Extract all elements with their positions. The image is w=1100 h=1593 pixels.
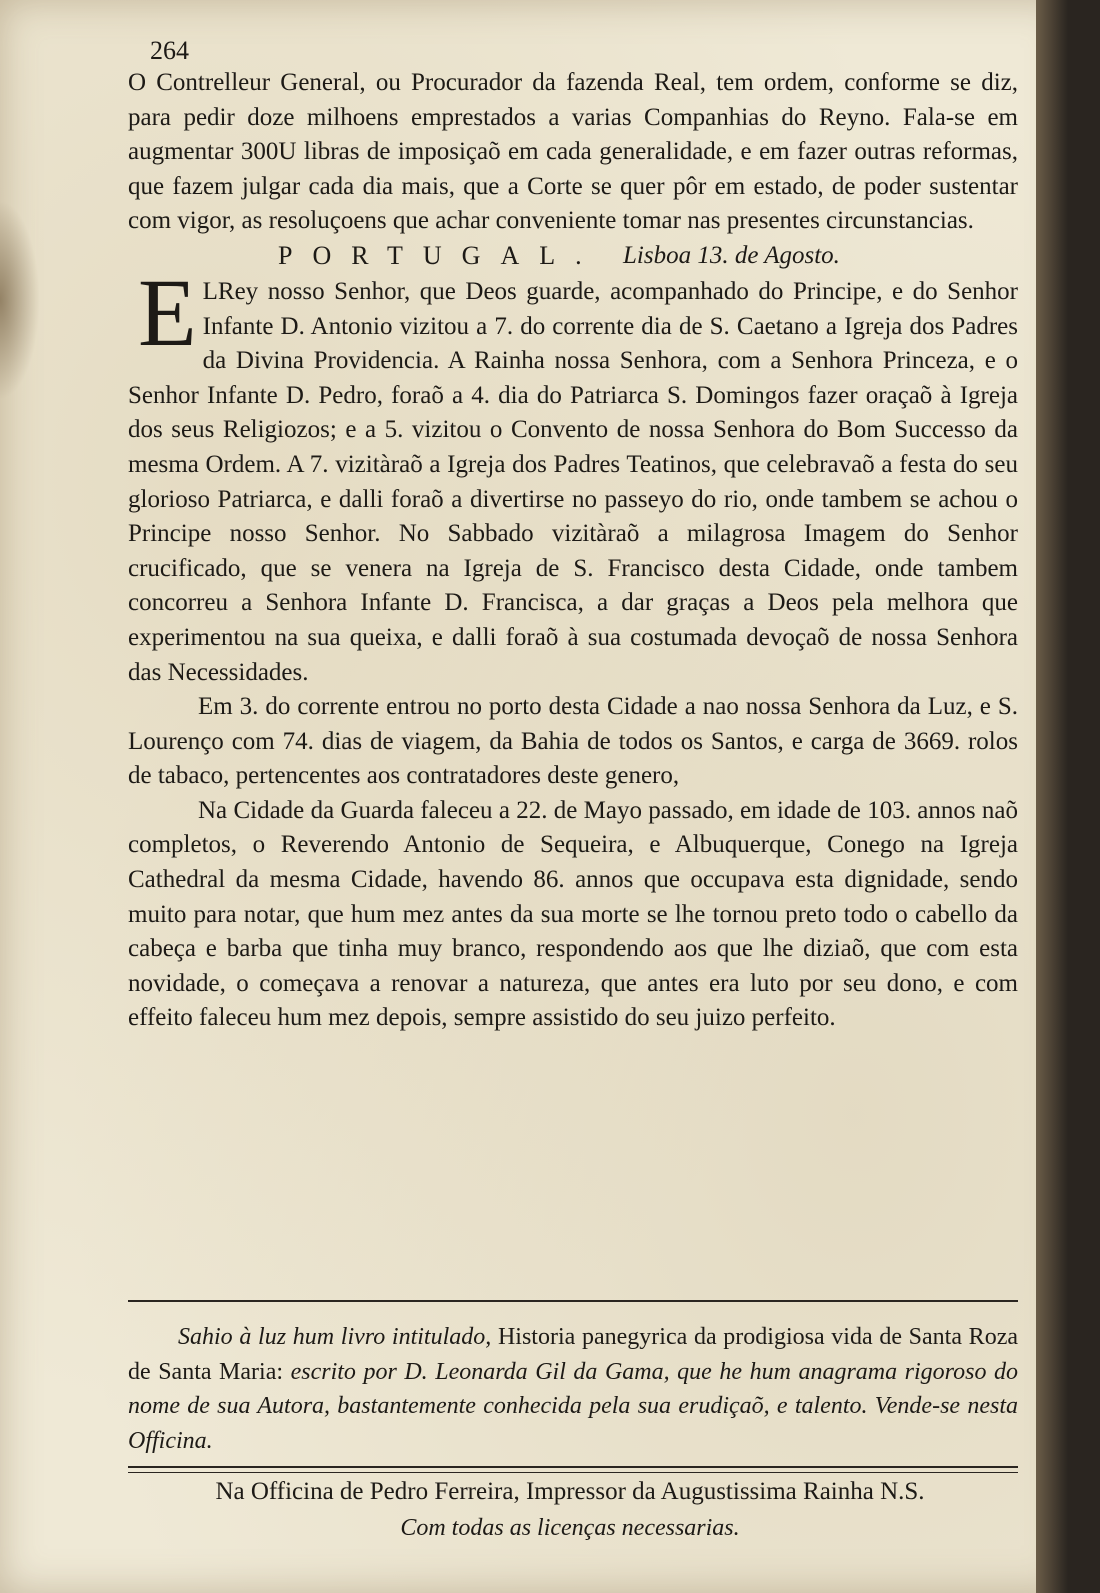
book-title: Historia panegyrica da prodigiosa vida de Santa Roza de Santa Maria: [128, 1324, 1018, 1385]
printer-imprint: Na Officina de Pedro Ferreira, Impressor da Augustissima Rainha N.S. [215, 1478, 925, 1505]
dateline: Lisboa 13. de Agosto. [623, 241, 840, 269]
drop-cap: E [138, 258, 197, 366]
notice-details: escrito por D. Leonarda Gil da Gama, que he hum anagrama rigoroso do nome de sua Autora, bastantemente conhecida pela sua erudiçaõ, e talento. Vende-se nesta Officina. [128, 1358, 1018, 1454]
torn-margin [0, 200, 40, 400]
ship-arrival-paragraph: Em 3. do corrente entrou no porto desta Cidade a nao nossa Senhora da Luz, e S. Lourenço com 74. dias de viagem, da Bahia de todos os Santos, e carga de 3669. rolos de tabaco, pertencentes aos contratadores deste genero, [128, 693, 1018, 790]
article-body [128, 66, 1018, 1036]
royal-news-paragraph [128, 258, 1018, 690]
intro-paragraph: O Contrelleur General, ou Procurador da fazenda Real, tem ordem, conforme se diz, para pedir doze milhoens emprestados a varias Companhias do Reyno. Fala-se em augmentar 300U libras de imposiçaõ em cada generalidade, e em fazer outras reformas, que fazem julgar cada dia mais, que a Corte se quer pôr em estado, de poder sustentar com vigor, as resoluçoens que achar conveniente tomar nas presentes circunstancias. [128, 69, 1018, 235]
book-notice [128, 1320, 1018, 1458]
notice-intro: Sahio à luz hum livro intitulado, [178, 1324, 492, 1350]
section-heading [128, 239, 1018, 275]
divider-rule [128, 1300, 1018, 1302]
obituary-paragraph: Na Cidade da Guarda faleceu a 22. de Mayo passado, em idade de 103. annos naõ completos, o Reverendo Antonio de Sequeira, e Albuquerque, Conego na Igreja Cathedral da mesma Cidade, havendo 86. annos que occupava esta dignidade, sendo muito para notar, que hum mez antes da sua morte se lhe tornou preto todo o cabello da cabeça e barba que tinha muy branco, respondendo aos que lhe diziaõ, que com esta novidade, o começava a renovar a natureza, que antes era luto por seu dono, e com effeito faleceu hum mez depois, sempre assistido do seu juizo perfeito. [128, 796, 1018, 1032]
page-edge-shadow [1036, 0, 1068, 1593]
royal-news-text: LRey nosso Senhor, que Deos guarde, acompanhado do Principe, e do Senhor Infante D. Antonio vizitou a 7. do corrente dia de S. Caetano a Igreja dos Padres da Divina Providencia. A Rainha nossa Senhora, com a Senhora Princeza, e o Senhor Infante D. Pedro, foraõ a 4. dia do Patriarca S. Domingos fazer oraçaõ à Igreja dos seus Religiozos; e a 5. vizitou o Convento de nossa Senhora do Bom Successo da mesma Ordem. A 7. vizitàraõ a Igreja dos Padres Teatinos, que celebravaõ a festa do seu glorioso Patriarca, e dalli foraõ a divertirse no passeyo do rio, onde tambem se achou o Principe nosso Senhor. No Sabbado vizitàraõ a milagrosa Imagem do Senhor crucificado, que se venera na Igreja de S. Francisco desta Cidade, onde tambem concorreu a Senhora Infante D. Francisca, a dar graças a Deos pela melhora que experimentou na sua queixa, e dalli foraõ à sua costumada devoçaõ de nossa Senhora das Necessidades. [128, 277, 1018, 686]
license-line: Com todas as licenças necessarias. [400, 1515, 740, 1541]
country-heading: PORTUGAL. [278, 240, 602, 270]
imprint-rule [128, 1466, 1018, 1473]
page-number: 264 [150, 36, 189, 65]
